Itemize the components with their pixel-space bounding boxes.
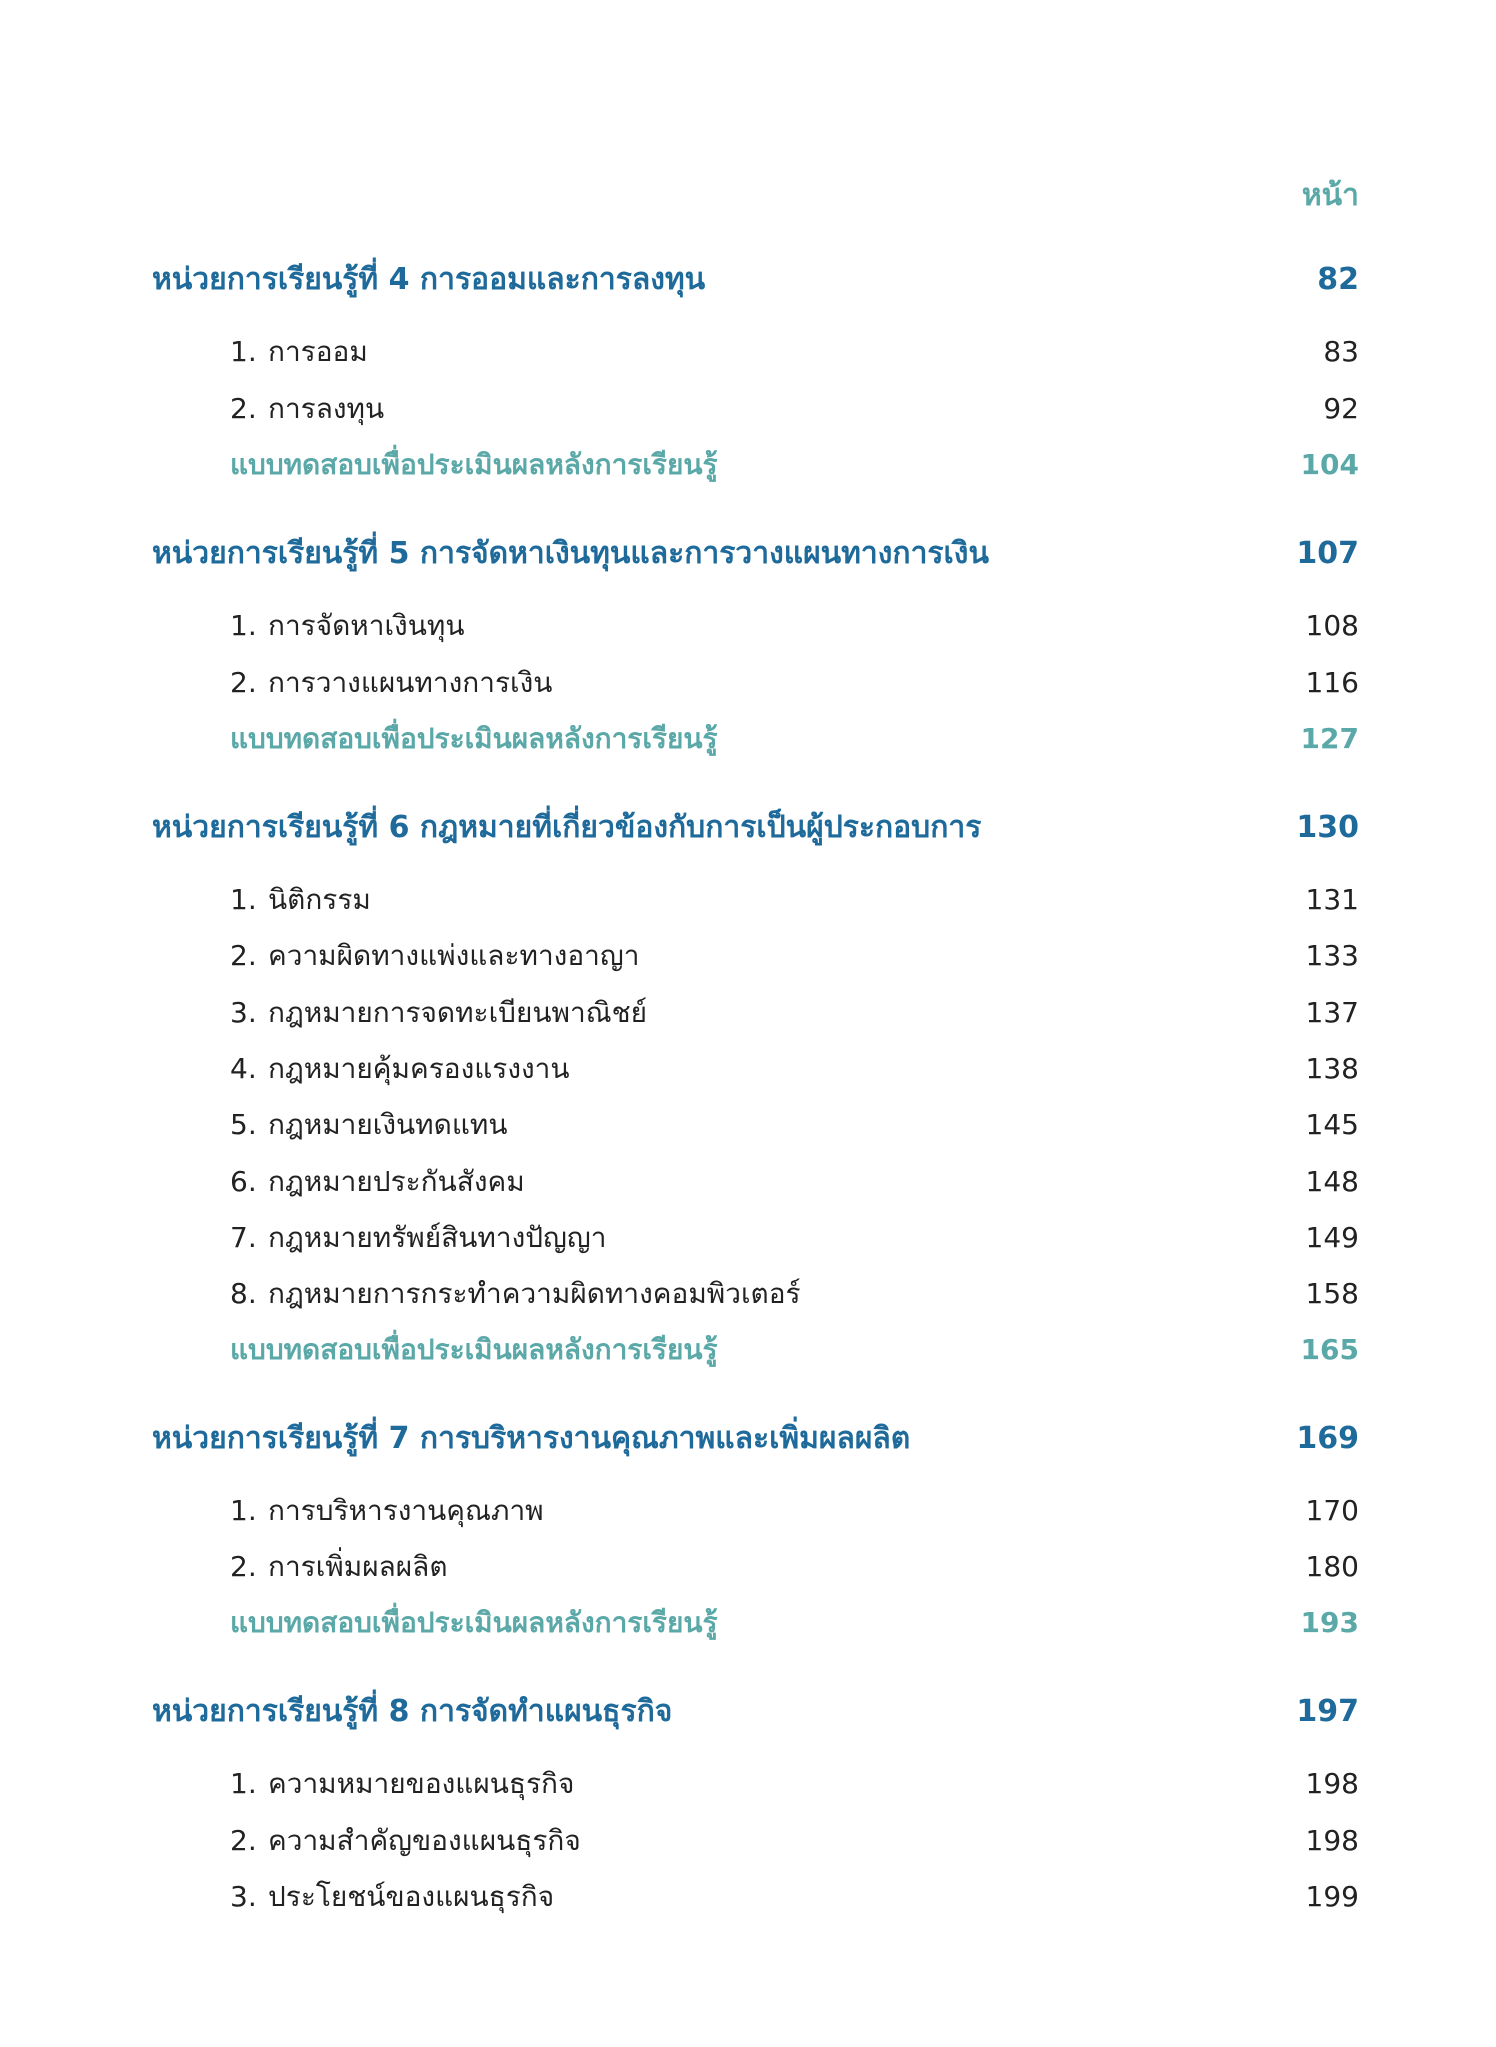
entry-number: 3.	[230, 1880, 257, 1913]
toc-entry[interactable]	[0, 1544, 1496, 1590]
unit-page: 169	[1296, 1421, 1359, 1456]
unit-heading[interactable]	[0, 805, 1496, 851]
unit-page: 130	[1296, 810, 1359, 845]
entry-page: 131	[1305, 883, 1359, 916]
entry-number: 8.	[230, 1277, 257, 1310]
unit-title: หน่วยการเรียนรู้ที่ 5 การจัดหาเงินทุนและการวางแผนทางการเงิน	[152, 536, 989, 571]
entry-page: 180	[1305, 1550, 1359, 1583]
unit-page: 82	[1317, 262, 1359, 297]
entry-title: นิติกรรม	[268, 883, 371, 916]
entry-title: กฎหมายการจดทะเบียนพาณิชย์	[268, 996, 648, 1029]
entry-number: 5.	[230, 1108, 257, 1141]
toc-entry[interactable]	[0, 990, 1496, 1036]
entry-number: 3.	[230, 996, 257, 1029]
toc-entry[interactable]	[0, 1818, 1496, 1864]
test-entry[interactable]	[0, 442, 1496, 488]
toc-entry[interactable]	[0, 329, 1496, 375]
entry-title: กฎหมายการกระทำความผิดทางคอมพิวเตอร์	[268, 1277, 801, 1310]
entry-page: 145	[1305, 1108, 1359, 1141]
toc-entry[interactable]	[0, 1488, 1496, 1534]
toc-entry[interactable]	[0, 1046, 1496, 1092]
test-page: 165	[1300, 1333, 1359, 1366]
unit-title: หน่วยการเรียนรู้ที่ 8 การจัดทำแผนธุรกิจ	[152, 1694, 673, 1729]
entry-page: 92	[1323, 392, 1359, 425]
entry-title: ความผิดทางแพ่งและทางอาญา	[268, 939, 640, 972]
entry-title: การจัดหาเงินทุน	[268, 609, 465, 642]
entry-number: 2.	[230, 1824, 257, 1857]
unit-page: 107	[1296, 536, 1359, 571]
entry-page: 83	[1323, 335, 1359, 368]
entry-page: 116	[1305, 666, 1359, 699]
entry-page: 108	[1305, 609, 1359, 642]
unit-heading[interactable]	[0, 1689, 1496, 1735]
test-title: แบบทดสอบเพื่อประเมินผลหลังการเรียนรู้	[230, 1606, 718, 1639]
entry-page: 170	[1305, 1494, 1359, 1527]
entry-number: 4.	[230, 1052, 257, 1085]
unit-heading[interactable]	[0, 531, 1496, 577]
entry-page: 198	[1305, 1767, 1359, 1800]
entry-number: 1.	[230, 609, 257, 642]
entry-title: กฎหมายทรัพย์สินทางปัญญา	[268, 1221, 607, 1254]
entry-title: กฎหมายคุ้มครองแรงงาน	[268, 1052, 570, 1085]
entry-number: 7.	[230, 1221, 257, 1254]
unit-title: หน่วยการเรียนรู้ที่ 7 การบริหารงานคุณภาพและเพิ่มผลผลิต	[152, 1421, 911, 1456]
entry-number: 1.	[230, 1494, 257, 1527]
test-entry[interactable]	[0, 1327, 1496, 1373]
entry-page: 149	[1305, 1221, 1359, 1254]
entry-title: ความหมายของแผนธุรกิจ	[268, 1767, 575, 1800]
test-page: 104	[1300, 448, 1359, 481]
toc-entry[interactable]	[0, 877, 1496, 923]
entry-page: 158	[1305, 1277, 1359, 1310]
entry-number: 2.	[230, 392, 257, 425]
page-column-label: หน้า	[1301, 178, 1359, 213]
entry-number: 2.	[230, 666, 257, 699]
entry-title: กฎหมายประกันสังคม	[268, 1165, 525, 1198]
entry-number: 2.	[230, 939, 257, 972]
toc-entry[interactable]	[0, 1761, 1496, 1807]
entry-title: การออม	[268, 335, 368, 368]
entry-number: 1.	[230, 1767, 257, 1800]
entry-title: ประโยชน์ของแผนธุรกิจ	[268, 1880, 555, 1913]
entry-title: ความสำคัญของแผนธุรกิจ	[268, 1824, 581, 1857]
entry-title: การวางแผนทางการเงิน	[268, 666, 553, 699]
toc-entry[interactable]	[0, 933, 1496, 979]
toc-entry[interactable]	[0, 603, 1496, 649]
unit-heading[interactable]	[0, 257, 1496, 303]
entry-number: 1.	[230, 335, 257, 368]
entry-title: การลงทุน	[268, 392, 385, 425]
unit-heading[interactable]	[0, 1416, 1496, 1462]
entry-title: กฎหมายเงินทดแทน	[268, 1108, 508, 1141]
toc-entry[interactable]	[0, 1271, 1496, 1317]
toc-entry[interactable]	[0, 1874, 1496, 1920]
toc-entry[interactable]	[0, 660, 1496, 706]
test-title: แบบทดสอบเพื่อประเมินผลหลังการเรียนรู้	[230, 448, 718, 481]
entry-page: 138	[1305, 1052, 1359, 1085]
unit-title: หน่วยการเรียนรู้ที่ 6 กฎหมายที่เกี่ยวข้องกับการเป็นผู้ประกอบการ	[152, 810, 982, 845]
entry-page: 198	[1305, 1824, 1359, 1857]
test-page: 127	[1300, 722, 1359, 755]
entry-title: การบริหารงานคุณภาพ	[268, 1494, 544, 1527]
toc-entry[interactable]	[0, 1215, 1496, 1261]
unit-title: หน่วยการเรียนรู้ที่ 4 การออมและการลงทุน	[152, 262, 706, 297]
unit-page: 197	[1296, 1694, 1359, 1729]
toc-entry[interactable]	[0, 1159, 1496, 1205]
test-page: 193	[1300, 1606, 1359, 1639]
test-entry[interactable]	[0, 1600, 1496, 1646]
entry-title: การเพิ่มผลผลิต	[268, 1550, 448, 1583]
toc-entry[interactable]	[0, 386, 1496, 432]
toc-entry[interactable]	[0, 1102, 1496, 1148]
entry-page: 148	[1305, 1165, 1359, 1198]
entry-page: 133	[1305, 939, 1359, 972]
entry-number: 1.	[230, 883, 257, 916]
test-title: แบบทดสอบเพื่อประเมินผลหลังการเรียนรู้	[230, 1333, 718, 1366]
test-entry[interactable]	[0, 716, 1496, 762]
entry-number: 6.	[230, 1165, 257, 1198]
entry-page: 199	[1305, 1880, 1359, 1913]
test-title: แบบทดสอบเพื่อประเมินผลหลังการเรียนรู้	[230, 722, 718, 755]
entry-page: 137	[1305, 996, 1359, 1029]
entry-number: 2.	[230, 1550, 257, 1583]
